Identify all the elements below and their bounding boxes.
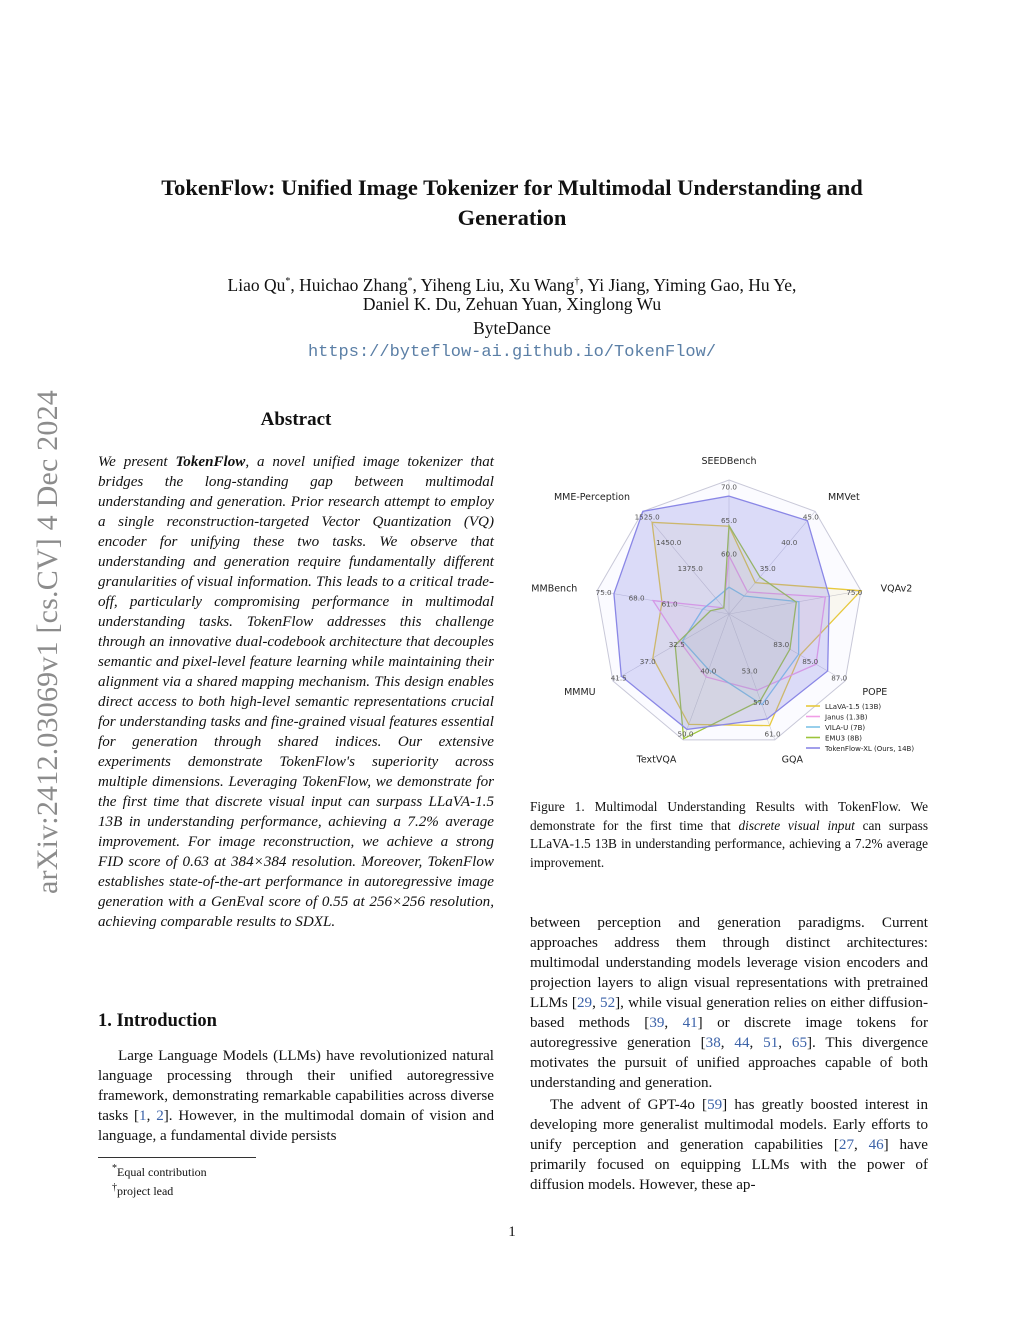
- radar-tick-label: 50.0: [677, 729, 694, 739]
- footnotes: [112, 1161, 207, 1199]
- radar-series-polygon: [614, 496, 829, 729]
- project-url-link[interactable]: https://byteflow-ai.github.io/TokenFlow/: [307, 343, 717, 362]
- radar-axis-label: GQA: [781, 754, 804, 766]
- radar-tick-label: 87.0: [831, 673, 848, 683]
- equal-contribution-mark: *: [285, 276, 291, 287]
- citation-separator: ,: [146, 1108, 157, 1124]
- body-text: ] or discrete image tokens for autoregressive generation [: [530, 1015, 928, 1051]
- radar-legend: [806, 703, 914, 753]
- citation-link[interactable]: 29: [576, 995, 593, 1011]
- caption-emphasis: discrete visual input: [738, 817, 855, 833]
- legend-label: TokenFlow-XL (Ours, 14B): [825, 745, 915, 753]
- legend-label: LLaVA-1.5 (13B): [825, 703, 882, 711]
- author-1: Liao Qu: [227, 274, 286, 295]
- footnote-mark: †: [112, 1182, 117, 1193]
- legend-label: Janus (1.3B): [825, 713, 868, 722]
- citation-link[interactable]: 51: [763, 1035, 779, 1051]
- intro-text: Large Language Models (LLMs) have revolutionized natural language processing through their unified autoregressive framework, demonstrating remarkable capabilities across diverse tasks [: [98, 1048, 494, 1124]
- project-lead-mark: †: [574, 276, 580, 287]
- legend-label: VILA-U (7B): [825, 724, 866, 732]
- radar-axis-label: MMBench: [531, 583, 578, 595]
- radar-tick-label: 40.0: [781, 538, 798, 548]
- body-text: The advent of GPT-4o [: [550, 1097, 708, 1113]
- radar-tick-label: 32.5: [668, 640, 685, 650]
- legend-label: EMU3 (8B): [825, 734, 862, 743]
- affiliation: ByteDance: [473, 318, 551, 338]
- citation-link[interactable]: 38: [705, 1035, 721, 1051]
- radar-tick-label: 53.0: [741, 666, 758, 676]
- abstract-body: [98, 452, 494, 932]
- radar-chart: [528, 418, 948, 770]
- radar-tick-label: 1525.0: [634, 512, 660, 522]
- citation-link[interactable]: 39: [649, 1015, 665, 1031]
- footnote-divider: [98, 1157, 256, 1158]
- footnote-equal: [112, 1161, 207, 1180]
- title-line-2: Generation: [457, 205, 567, 230]
- radar-tick-label: 1375.0: [677, 563, 703, 573]
- radar-tick-label: 35.0: [759, 563, 776, 573]
- body-text: ] has greatly boosted interest in developing more generalist multimodal models. Early efforts to unify perception and generation capabilities [: [530, 1097, 929, 1153]
- citation-link[interactable]: 65: [791, 1035, 807, 1051]
- radar-tick-label: 85.0: [802, 656, 819, 666]
- radar-tick-label: 41.5: [610, 673, 627, 683]
- radar-tick-label: 68.0: [628, 593, 645, 603]
- radar-axis-label: TextVQA: [636, 754, 677, 766]
- radar-tick-label: 45.0: [802, 512, 819, 522]
- radar-axis-label: SEEDBench: [701, 456, 757, 467]
- citation-link[interactable]: 41: [682, 1015, 698, 1031]
- radar-axis-label: MME-Perception: [553, 492, 631, 504]
- radar-tick-label: 75.0: [846, 587, 863, 597]
- citation-link[interactable]: 1: [139, 1108, 147, 1124]
- figure-caption: [530, 798, 928, 872]
- radar-tick-label: 37.0: [639, 656, 656, 666]
- page-number: 1: [508, 1224, 516, 1240]
- authors-line-1: Liao Qu*, Huichao Zhang*, Yiheng Liu, Xu Wang†, Yi Jiang, Yiming Gao, Hu Ye,: [227, 274, 797, 295]
- introduction-paragraph: [98, 1046, 494, 1146]
- footnote-text: project lead: [117, 1184, 174, 1198]
- radar-tick-label: 75.0: [595, 587, 612, 597]
- radar-tick-label: 70.0: [720, 482, 738, 492]
- radar-tick-label: 1450.0: [656, 538, 682, 548]
- radar-axis-label: POPE: [862, 687, 888, 698]
- abstract-heading: Abstract: [260, 409, 332, 430]
- footnote-text: Equal contribution: [117, 1165, 207, 1179]
- intro-text: ]. However, in the multimodal domain of vision and language, a fundamental divide persists: [98, 1108, 494, 1144]
- body-text: ] have primarily focused on equipping LLMs with the power of diffusion models. However, these ap-: [530, 1137, 929, 1193]
- radar-tick-label: 60.0: [720, 549, 738, 559]
- citation-link[interactable]: 27: [838, 1137, 854, 1153]
- author-2: Huichao Zhang: [299, 274, 408, 295]
- arxiv-identifier: arXiv:2412.03069v1 [cs.CV] 4 Dec 2024: [31, 390, 64, 894]
- citation-link[interactable]: 46: [868, 1137, 884, 1153]
- radar-tick-label: 57.0: [753, 698, 770, 708]
- citation-link[interactable]: 59: [707, 1097, 723, 1113]
- author-4: Yi Jiang, Yiming Gao, Hu Ye,: [587, 274, 797, 295]
- radar-axis-label: MMMU: [564, 687, 596, 698]
- equal-contribution-mark: *: [407, 276, 413, 287]
- radar-tick-label: 61.0: [661, 599, 678, 609]
- title-line-1: TokenFlow: Unified Image Tokenizer for Multimodal Understanding and: [161, 175, 863, 200]
- method-name: TokenFlow: [175, 454, 246, 470]
- right-column-text: [530, 913, 928, 1195]
- caption-text: Figure 1. Multimodal Understanding Results with TokenFlow. We demonstrate for the first time that: [530, 799, 928, 833]
- body-text: ]. This divergence motivates the pursuit of unified approaches capable of both understanding and generation.: [530, 1035, 929, 1091]
- abstract-text: , a novel unified image tokenizer that bridges the long-standing gap between multimodal understanding and generation. Prior research attempt to employ a single reconstruction-targeted Vector Quantization (VQ) encoder for unifying these two tasks. We observe that understanding and generation require fundamentally different granularities of visual information. This leads to a critical trade-off, particularly compromising performance in multimodal understanding tasks. TokenFlow addresses this challenge through an innovative dual-codebook architecture that decouples semantic and pixel-level feature learning while maintaining their alignment via a shared mapping mechanism. This design enables direct access to both high-level semantic representations crucial for understanding tasks and fine-grained visual features essential for generation through shared indices. Our extensive experiments demonstrate TokenFlow's superiority across multiple dimensions. Leveraging TokenFlow, we demonstrate for the first time that discrete visual input can surpass LLaVA-1.5 13B in understanding performance, achieving a 7.2% average improvement. For image reconstruction, we achieve a strong FID score of 0.63 at 384×384 resolution. Moreover, TokenFlow establishes state-of-the-art performance in autoregressive image generation with a GenEval score of 0.55 at 256×256 resolution, achieving comparable results to SDXL.: [98, 454, 494, 930]
- paragraph: between perception and generation paradigms. Current approaches address them through distinct architectures: multimodal understanding models leverage vision encoders and projection layers to align visual representations with pretrained LLMs [29, 52], while visual generation relies on either diffusion-based methods [39, 41] or discrete image tokens for autoregressive generation [38, 44, 51, 65]. This divergence motivates the pursuit of unified approaches capable of both understanding and generation.: [530, 915, 929, 1091]
- radar-tick-label: 83.0: [773, 640, 790, 650]
- radar-axis-label: MMVet: [827, 492, 860, 504]
- introduction-heading: 1. Introduction: [98, 1011, 217, 1031]
- radar-tick-label: 61.0: [764, 729, 781, 739]
- radar-tick-label: 65.0: [720, 516, 738, 526]
- footnote-lead: [112, 1180, 207, 1199]
- body-text: ], while visual generation relies on either diffusion-based methods [: [530, 995, 928, 1031]
- body-text: between perception and generation paradigms. Current approaches address them through distinct architectures: multimodal understanding models leverage vision encoders and projection layers to align visual representations with pretrained LLMs [: [530, 915, 928, 1011]
- author-3: Yiheng Liu, Xu Wang: [420, 274, 575, 295]
- citation-link[interactable]: 44: [734, 1035, 750, 1051]
- authors-line-2: Daniel K. Du, Zehuan Yuan, Xinglong Wu: [362, 294, 662, 314]
- radar-axis-label: VQAv2: [880, 583, 913, 595]
- footnote-mark: *: [112, 1163, 117, 1174]
- abstract-lead: We present: [98, 454, 176, 470]
- radar-tick-label: 40.0: [700, 666, 717, 676]
- paragraph: The advent of GPT-4o [59] has greatly boosted interest in developing more generalist multimodal models. Early efforts to unify perception and generation capabilities [27, 46] have primarily focused on equipping LLMs with the power of diffusion models. However, these ap-: [530, 1097, 929, 1193]
- citation-link[interactable]: 52: [600, 995, 616, 1011]
- caption-text: can surpass LLaVA-1.5 13B in understanding performance, achieving a 7.2% average improvement.: [530, 817, 929, 870]
- citation-link[interactable]: 2: [156, 1108, 164, 1124]
- paper-title: [90, 173, 934, 233]
